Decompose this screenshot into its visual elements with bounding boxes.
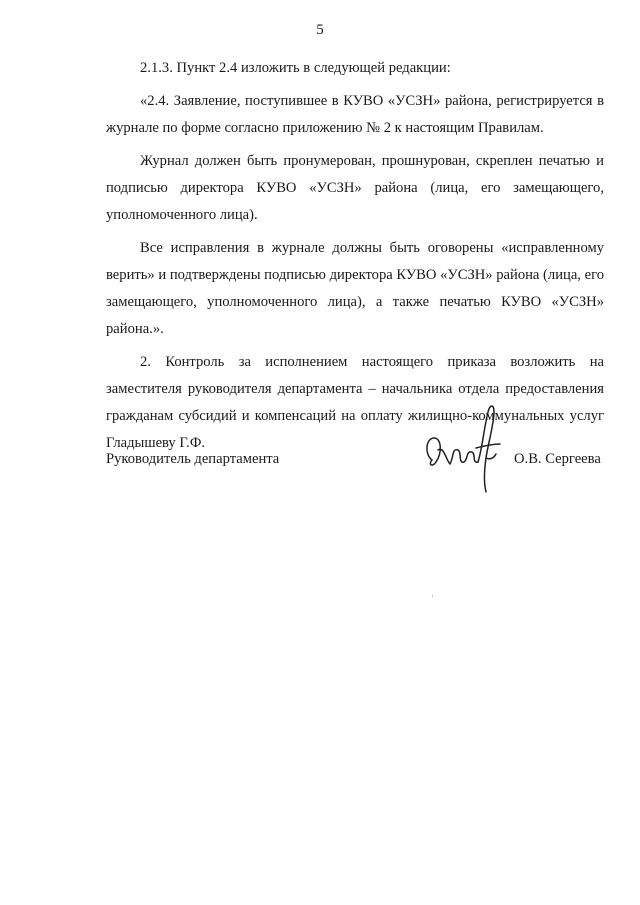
- paragraph-2-4-registration: «2.4. Заявление, поступившее в КУВО «УСЗН» района, регистрируется в журнале по форме согласно приложению № 2 к настоящим Правилам.: [106, 93, 604, 136]
- handwritten-signature-icon: [418, 398, 510, 494]
- paragraph-2-1-3: 2.1.3. Пункт 2.4 изложить в следующей редакции:: [140, 60, 451, 76]
- scan-speck: [432, 595, 433, 597]
- document-body: [106, 55, 604, 463]
- paragraph-control: 2. Контроль за исполнением настоящего приказа возложить на заместителя руководителя департамента – начальника отдела предоставления гражданам субсидий и компенсаций на оплату жилищно-коммунальных услуг Гладышеву Г.Ф.: [106, 354, 604, 451]
- paragraph-journal-requirements: Журнал должен быть пронумерован, прошнурован, скреплен печатью и подписью директора КУВО «УСЗН» района (лица, его замещающего, уполномоченного лица).: [106, 153, 604, 223]
- page-number: 5: [316, 22, 324, 38]
- paragraph-corrections: Все исправления в журнале должны быть оговорены «исправленному верить» и подтверждены подписью директора КУВО «УСЗН» района (лица, его замещающего, уполномоченного лица), а также печатью КУВО «УСЗН» района.».: [106, 240, 604, 337]
- signatory-title: Руководитель департамента: [106, 451, 280, 467]
- signatory-name: О.В. Сергеева: [514, 451, 601, 467]
